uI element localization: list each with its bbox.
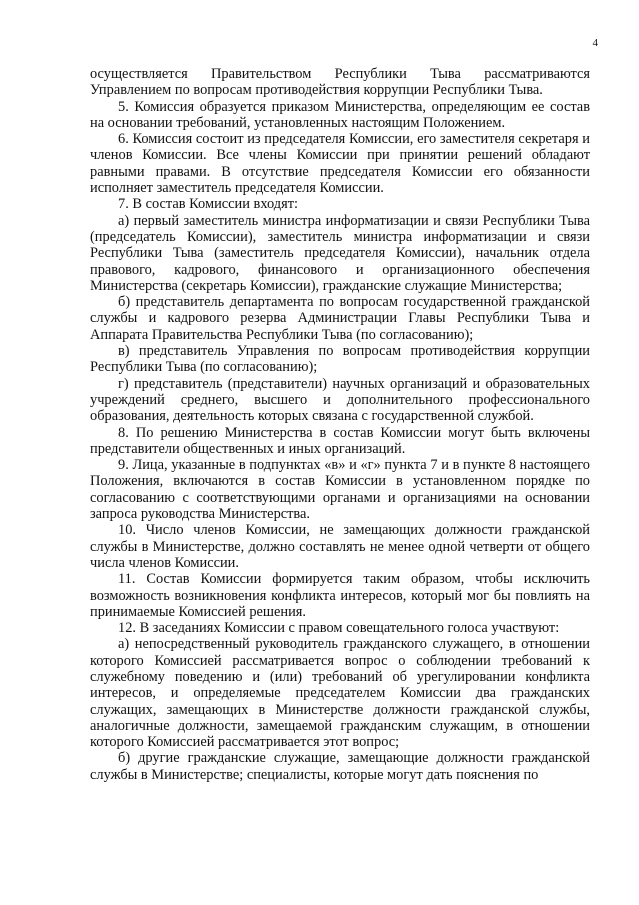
paragraph-9: 9. Лица, указанные в подпунктах «в» и «г» пункта 7 и в пункте 8 настоящего Положения, включаются в состав Комиссии в установленном порядке по согласованию с соответствующими органами и организациями на основании запроса руководства Министерства.: [90, 457, 590, 523]
paragraph-5: 5. Комиссия образуется приказом Министерства, определяющим ее состав на основании требований, установленных настоящим Положением.: [90, 98, 590, 131]
paragraph-10: 10. Число членов Комиссии, не замещающих должности гражданской службы в Министерстве, должно составлять не менее одной четверти от общего числа членов Комиссии.: [90, 522, 590, 571]
paragraph-7g: г) представитель (представители) научных организаций и образовательных учреждений среднего, высшего и дополнительного профессионального образования, деятельность которых связана с государственной службой.: [90, 375, 590, 425]
paragraph-7v: в) представитель Управления по вопросам противодействия коррупции Республики Тыва (по согласованию);: [90, 343, 590, 376]
paragraph-7a: а) первый заместитель министра информатизации и связи Республики Тыва (председатель Комиссии), заместитель министра информатизации и связи Республики Тыва (заместитель председателя Комиссии), начальник отдела правового, кадрового, финансового и организационного обеспечения Министерства (секретарь Комиссии), гражданские служащие Министерства;: [90, 212, 590, 294]
paragraph-8: 8. По решению Министерства в состав Комиссии могут быть включены представители общественных и иных организаций.: [90, 424, 590, 457]
paragraph-continuation: осуществляется Правительством Республики Тыва рассматриваются Управлением по вопросам противодействия коррупции Республики Тыва.: [90, 66, 590, 99]
paragraph-12a: а) непосредственный руководитель гражданского служащего, в отношении которого Комиссией рассматривается вопрос о соблюдении требований к служебному поведению и (или) требований об урегулировании конфликта интересов, и определяемые председателем Комиссии два гражданских служащих, замещающих в Министерстве должности гражданской службы, аналогичные должности, замещаемой гражданским служащим, в отношении которого Комиссией рассматривается этот вопрос;: [90, 636, 590, 751]
paragraph-12b: б) другие гражданские служащие, замещающие должности гражданской службы в Министерстве; специалисты, которые могут дать пояснения по: [90, 750, 590, 783]
paragraph-6: 6. Комиссия состоит из председателя Комиссии, его заместителя секретаря и членов Комиссии. Все члены Комиссии при принятии решений обладают равными правами. В отсутствие председателя Комиссии его обязанности исполняет заместитель председателя Комиссии.: [90, 131, 590, 197]
page-number: 4: [592, 37, 598, 49]
paragraph-7b: б) представитель департамента по вопросам государственной гражданской службы и кадрового резерва Администрации Главы Республики Тыва и Аппарата Правительства Республики Тыва (по согласованию);: [90, 294, 590, 343]
paragraph-7: 7. В состав Комиссии входят:: [118, 196, 298, 213]
document-body: [90, 66, 590, 783]
paragraph-12: 12. В заседаниях Комиссии с правом совещательного голоса участвуют:: [118, 620, 560, 637]
paragraph-11: 11. Состав Комиссии формируется таким образом, чтобы исключить возможность возникновения конфликта интересов, который мог бы повлиять на принимаемые Комиссией решения.: [90, 571, 590, 620]
